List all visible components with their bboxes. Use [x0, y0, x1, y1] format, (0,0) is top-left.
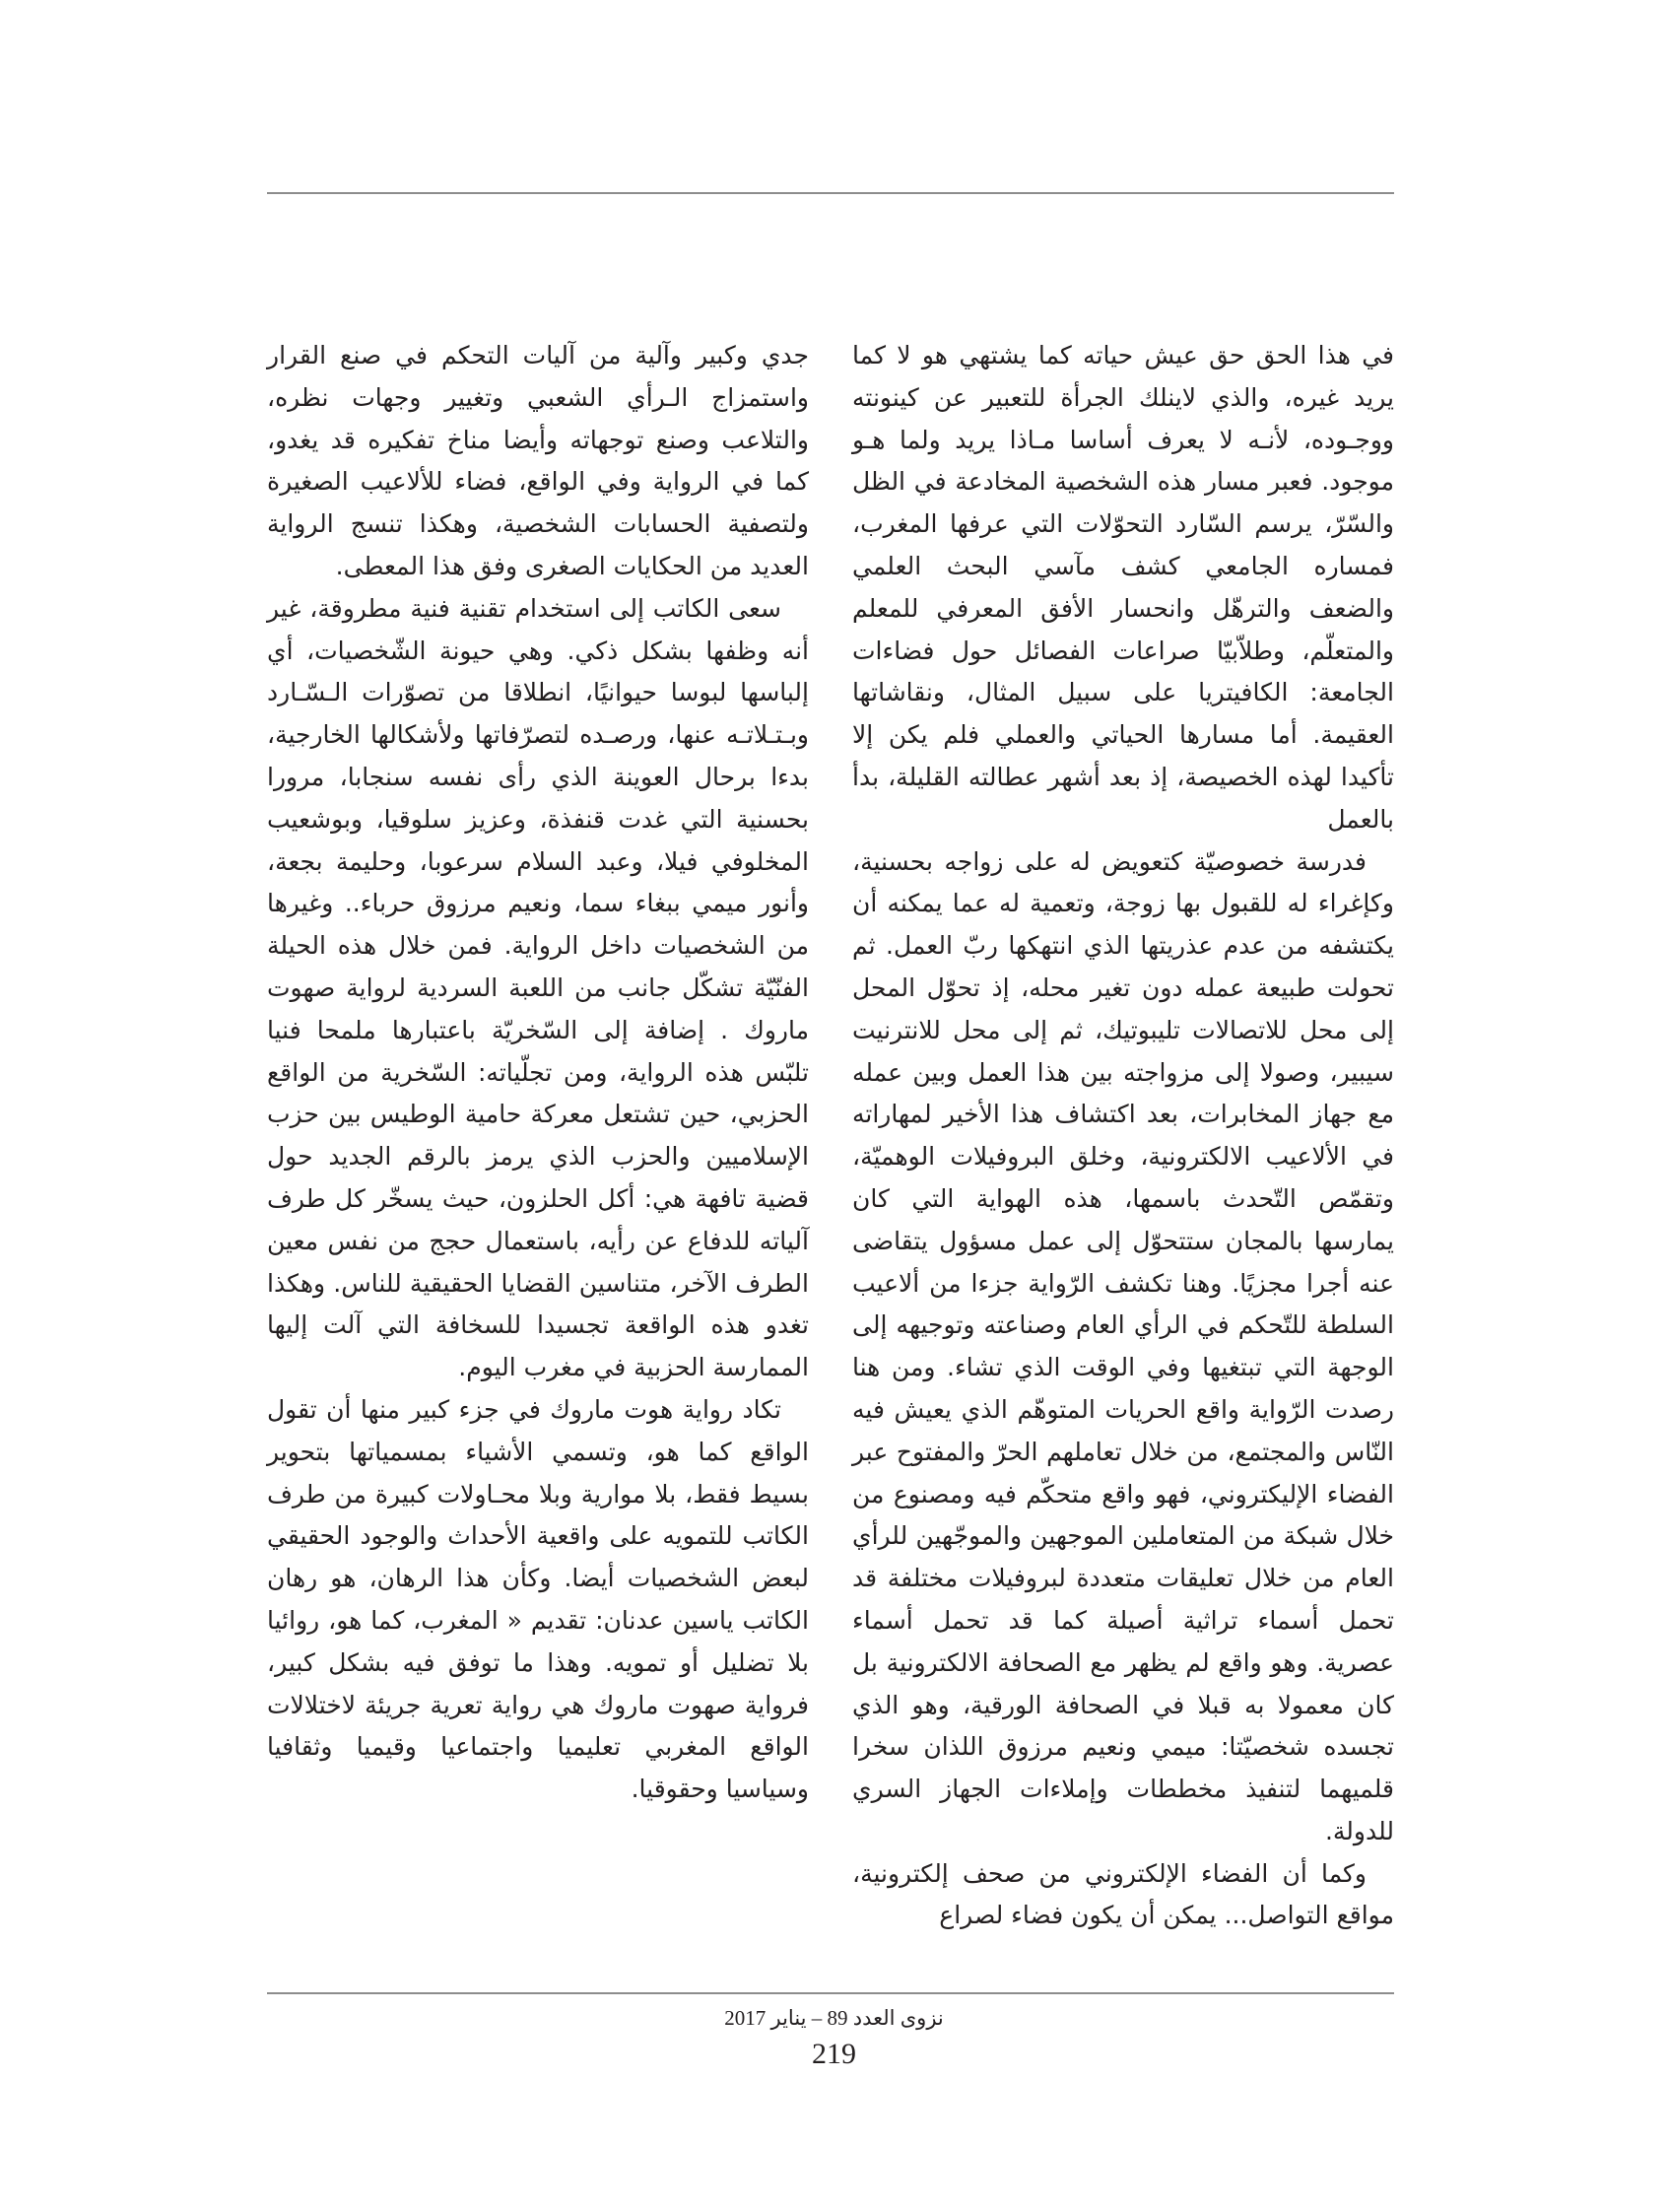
paragraph: جدي وكبير وآلية من آليات التحكم في صنع القرار واستمزاج الـرأي الشعبي وتغيير وجهات نظره، والتلاعب وصنع توجهاته وأيضا مناخ تفكيره قد يغدو، كما في الرواية وفي الواقع، فضاء للألاعيب الصغيرة ولتصفية الحسابات الشخصية، وهكذا تنسج الرواية العديد من الحكايات الصغرى وفق هذا المعطى. — [267, 341, 809, 580]
bottom-rule — [267, 1992, 1394, 1994]
paragraph: فدرسة خصوصيّة كتعويض له على زواجه بحسنية، وكإغراء له للقبول بها زوجة، وتعمية له عما يمكنه أن يكتشفه من عدم عذريتها الذي انتهكها ربّ العمل. ثم تحولت طبيعة عمله دون تغير محله، إذ تحوّل المحل إلى محل للاتصالات تليبوتيك، ثم إلى محل للانترنيت سيبير، وصولا إلى مزواجته بين هذا العمل وبين عمله مع جهاز المخابرات، بعد اكتشاف هذا الأخير لمهاراته في الألاعيب الالكترونية، وخلق البروفيلات الوهميّة، وتقمّص التّحدث باسمها، هذه الهواية التي كان يمارسها بالمجان ستتحوّل إلى عمل مسؤول يتقاضى عنه أجرا مجزيًا. وهنا تكشف الرّواية جزءا من ألاعيب السلطة للتّحكم في الرأي العام وصناعته وتوجيهه إلى الوجهة التي تبتغيها وفي الوقت الذي تشاء. ومن هنا رصدت الرّواية واقع الحريات المتوهّم الذي يعيش فيه النّاس والمجتمع، من خلال تعاملهم الحرّ والمفتوح عبر الفضاء الإليكتروني، فهو واقع متحكّم فيه ومصنوع من خلال شبكة من المتعاملين الموجهين والموجّهين للرأي العام من خلال تعليقات متعددة لبروفيلات مختلفة قد تحمل أسماء تراثية أصيلة كما قد تحمل أسماء عصرية. وهو واقع لم يظهر مع الصحافة الالكترونية بل كان معمولا به قبلا في الصحافة الورقية، وهو الذي تجسده شخصيّتا: ميمي ونعيم مرزوق اللذان سخرا قلميهما لتنفيذ مخططات وإملاءات الجهاز السري للدولة. — [852, 846, 1394, 1845]
footer-issue-line: نزوى العدد 89 – يناير 2017 — [724, 2006, 944, 2030]
paragraph: تكاد رواية هوت ماروك في جزء كبير منها أن تقول الواقع كما هو، وتسمي الأشياء بمسمياتها بتحوير بسيط فقط، بلا موارية وبلا محـاولات كبيرة من طرف الكاتب للتمويه على واقعية الأحداث والوجود الحقيقي لبعض الشخصيات أيضا. وكأن هذا الرهان، هو رهان الكاتب ياسين عدنان: تقديم « المغرب، كما هو، روائيا بلا تضليل أو تمويه. وهذا ما توفق فيه بشكل كبير، فرواية صهوت ماروك هي رواية تعرية جريئة لاختلالات الواقع المغربي تعليميا واجتماعيا وقيميا وثقافيا وسياسيا وحقوقيا. — [267, 1394, 809, 1804]
paragraph: في هذا الحق حق عيش حياته كما يشتهي هو لا كما يريد غيره، والذي لاينلك الجرأة للتعبير عن كينونته ووجـوده، لأنـه لا يعرف أساسا مـاذا يريد ولما هـو موجود. فعبر مسار هذه الشخصية المخادعة في الظل والسّرّ، يرسم السّارد التحوّلات التي عرفها المغرب، فمساره الجامعي كشف مآسي البحث العلمي والضعف والترهّل وانحسار الأفق المعرفي للمعلم والمتعلّم، وطلاّبيّا صراعات الفصائل حول فضاءات الجامعة: الكافيتريا على سبيل المثال، ونقاشاتها العقيمة. أما مسارها الحياتي والعملي فلم يكن إلا تأكيدا لهذه الخصيصة، إذ بعد أشهر عطالته القليلة، بدأ بالعمل — [852, 341, 1394, 834]
top-rule — [267, 192, 1394, 194]
text-column-left — [267, 335, 809, 1811]
page-number: 219 — [812, 2038, 856, 2070]
paragraph: وكما أن الفضاء الإلكتروني من صحف إلكترونية، مواقع التواصل... يمكن أن يكون فضاء لصراع — [852, 1858, 1394, 1930]
text-column-right — [852, 335, 1394, 1937]
paragraph: سعى الكاتب إلى استخدام تقنية فنية مطروقة، غير أنه وظفها بشكل ذكي. وهي حيونة الشّخصيات، أي إلباسها لبوسا حيوانيًا، انطلاقا من تصوّرات الـسّـارد وبـتـلاتـه عنها، ورصـده لتصرّفاتها ولأشكالها الخارجية، بدءا برحال العوينة الذي رأى نفسه سنجابا، مرورا بحسنية التي غدت قنفذة، وعزيز سلوقيا، وبوشعيب المخلوفي فيلا، وعبد السلام سرعوبا، وحليمة بجعة، وأنور ميمي ببغاء سما، ونعيم مرزوق حرباء.. وغيرها من الشخصيات داخل الرواية. فمن خلال هذه الحيلة الفنّيّة تشكّل جانب من اللعبة السردية لرواية صهوت ماروك . إضافة إلى السّخريّة باعتبارها ملمحا فنيا تلبّس هذه الرواية، ومن تجلّياته: السّخرية من الواقع الحزبي، حين تشتعل معركة حامية الوطيس بين حزب الإسلاميين والحزب الذي يرمز بالرقم الجديد حول قضية تافهة هي: أكل الحلزون، حيث يسخّر كل طرف آلياته للدفاع عن رأيه، باستعمال حجج من نفس معين الطرف الآخر، متناسين القضايا الحقيقية للناس. وهكذا تغدو هذه الواقعة تجسيدا للسخافة التي آلت إليها الممارسة الحزبية في مغرب اليوم. — [267, 593, 809, 1382]
